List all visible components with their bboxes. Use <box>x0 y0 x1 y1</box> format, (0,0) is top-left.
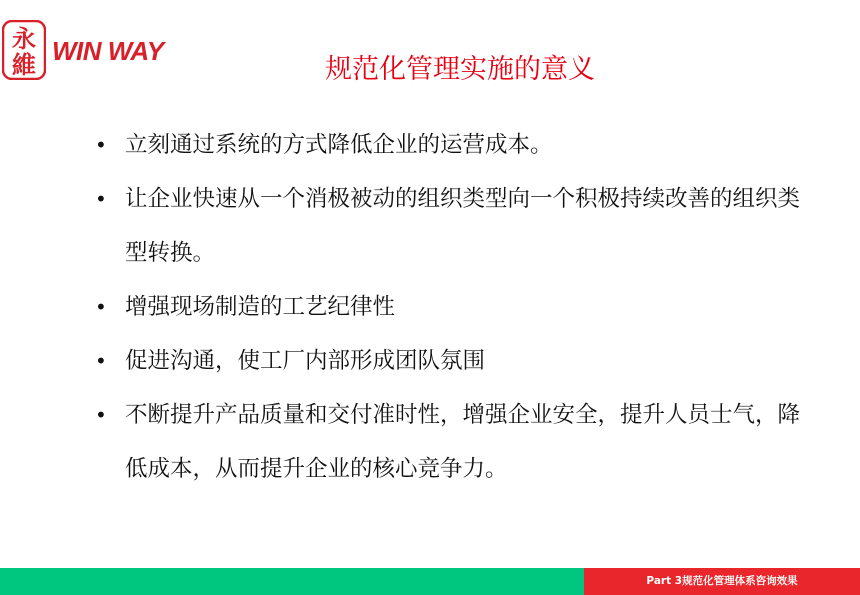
bullet-dot-icon: • <box>95 403 107 427</box>
bullet-text: 让企业快速从一个消极被动的组织类型向一个积极持续改善的组织类型转换。 <box>125 186 801 266</box>
bullet-text: 立刻通过系统的方式降低企业的运营成本。 <box>125 132 553 158</box>
bullet-dot-icon: • <box>95 133 107 157</box>
bullet-dot-icon: • <box>95 349 107 373</box>
brand-name: WIN WAY <box>52 36 164 66</box>
footer-label: Part 3规范化管理体系咨询效果 <box>646 575 798 587</box>
bullet-item <box>93 280 803 334</box>
svg-text:永: 永 <box>12 25 36 53</box>
svg-text:維: 維 <box>12 51 36 79</box>
bullet-list <box>93 118 803 496</box>
slide-title: 规范化管理实施的意义 <box>325 54 595 85</box>
bullet-dot-icon: • <box>95 295 107 319</box>
bullet-text: 促进沟通，使工厂内部形成团队氛围 <box>125 348 486 374</box>
bullet-item <box>93 118 803 172</box>
footer-bar-green <box>0 568 584 595</box>
bullet-text: 不断提升产品质量和交付准时性，增强企业安全，提升人员士气，降低成本，从而提升企业的核心竞争力。 <box>125 402 801 482</box>
bullet-item <box>93 172 803 280</box>
bullet-text: 增强现场制造的工艺纪律性 <box>125 294 396 320</box>
bullet-dot-icon: • <box>95 187 107 211</box>
bullet-item <box>93 334 803 388</box>
bullet-item <box>93 388 803 496</box>
